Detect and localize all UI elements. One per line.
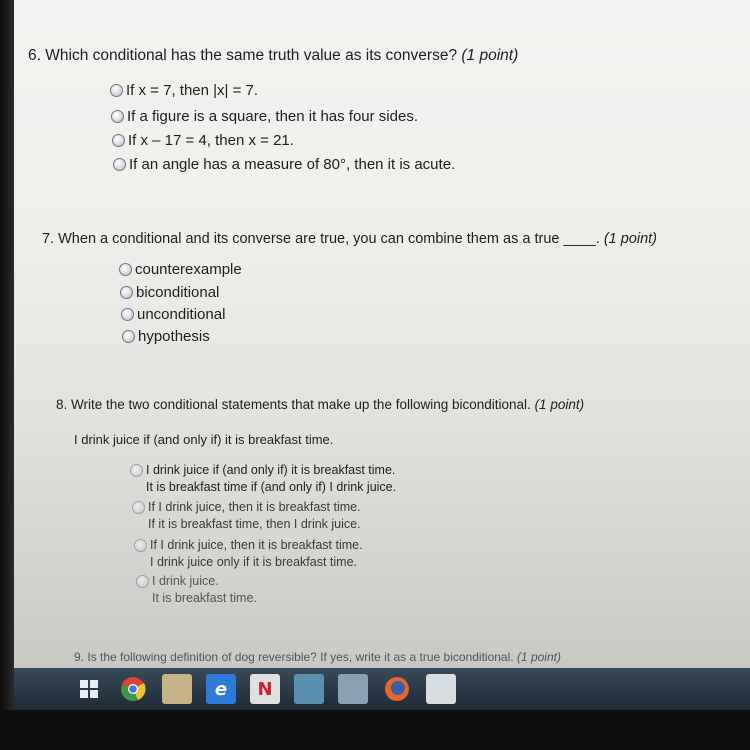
option-label: If an angle has a measure of 80°, then it is acute. — [129, 156, 456, 173]
question-points: (1 point) — [461, 47, 519, 64]
radio-button[interactable] — [111, 110, 124, 123]
quiz-page — [14, 0, 750, 668]
windows-taskbar — [14, 668, 750, 710]
question-8-header — [56, 396, 584, 414]
option-label — [150, 537, 363, 571]
radio-button[interactable] — [134, 539, 147, 552]
q7-option-4[interactable] — [122, 328, 210, 345]
option-label — [152, 573, 257, 607]
q6-option-4[interactable] — [113, 156, 455, 173]
option-label: If a figure is a square, then it has four sides. — [127, 108, 418, 125]
radio-button[interactable] — [121, 308, 134, 321]
question-6-header — [28, 47, 518, 65]
q8-option-3[interactable] — [134, 537, 363, 571]
q6-option-3[interactable] — [112, 132, 294, 149]
option-label: unconditional — [137, 306, 226, 323]
question-number: 7. — [42, 231, 55, 247]
q8-option-1[interactable] — [130, 462, 396, 496]
tablet-app-icon[interactable] — [294, 674, 324, 704]
radio-button[interactable] — [113, 158, 126, 171]
q6-option-1[interactable] — [110, 82, 258, 99]
question-number: 6. — [28, 47, 41, 64]
q7-option-3[interactable] — [121, 306, 225, 323]
radio-button[interactable] — [119, 263, 132, 276]
option-label: counterexample — [135, 261, 242, 278]
option-line-2: If it is breakfast time, then I drink juice. — [148, 517, 361, 531]
option-label: If x – 17 = 4, then x = 21. — [128, 132, 294, 149]
option-line-1: I drink juice if (and only if) it is breakfast time. — [146, 463, 396, 477]
radio-button[interactable] — [122, 330, 135, 343]
question-9-header — [74, 648, 561, 666]
question-number: 9. — [74, 650, 85, 664]
netflix-icon[interactable]: N — [250, 674, 280, 704]
store-icon[interactable] — [338, 674, 368, 704]
option-label — [146, 462, 396, 496]
firefox-icon[interactable] — [382, 674, 412, 704]
question-text: Write the two conditional statements that make up the following biconditional. — [71, 397, 531, 412]
question-number: 8. — [56, 397, 68, 412]
option-line-1: I drink juice. — [152, 574, 219, 588]
question-points: (1 point) — [534, 397, 585, 412]
q8-option-4[interactable] — [136, 573, 257, 607]
q7-option-2[interactable] — [120, 284, 219, 301]
chrome-icon[interactable] — [118, 674, 148, 704]
option-label — [148, 499, 361, 533]
question-7-header — [42, 230, 657, 248]
option-line-2: It is breakfast time if (and only if) I drink juice. — [146, 480, 397, 494]
option-label: If x = 7, then |x| = 7. — [126, 82, 259, 99]
option-line-1: If I drink juice, then it is breakfast time. — [150, 538, 363, 552]
question-text: Which conditional has the same truth value as its converse? — [45, 47, 458, 64]
edge-icon[interactable]: e — [206, 674, 236, 704]
option-line-1: If I drink juice, then it is breakfast time. — [148, 500, 361, 514]
radio-button[interactable] — [120, 286, 133, 299]
option-line-2: It is breakfast time. — [152, 591, 257, 605]
radio-button[interactable] — [110, 84, 123, 97]
option-label: biconditional — [136, 284, 220, 301]
file-explorer-icon[interactable] — [162, 674, 192, 704]
radio-button[interactable] — [132, 501, 145, 514]
biconditional-prompt: I drink juice if (and only if) it is breakfast time. — [74, 432, 334, 447]
radio-button[interactable] — [112, 134, 125, 147]
question-points: (1 point) — [516, 650, 561, 664]
question-points: (1 point) — [603, 231, 658, 247]
laptop-body — [0, 710, 750, 750]
option-label: hypothesis — [138, 328, 210, 345]
calendar-icon[interactable] — [426, 674, 456, 704]
question-text: Is the following definition of dog reversible? If yes, write it as a true biconditional. — [87, 650, 514, 664]
option-line-2: I drink juice only if it is breakfast time. — [150, 555, 358, 569]
question-text: When a conditional and its converse are true, you can combine them as a true ____. — [58, 231, 600, 247]
q6-option-2[interactable] — [111, 108, 418, 125]
monitor-bezel — [0, 0, 14, 750]
windows-start-icon[interactable] — [74, 674, 104, 704]
radio-button[interactable] — [130, 464, 143, 477]
radio-button[interactable] — [136, 575, 149, 588]
q8-option-2[interactable] — [132, 499, 361, 533]
q7-option-1[interactable] — [119, 261, 242, 278]
